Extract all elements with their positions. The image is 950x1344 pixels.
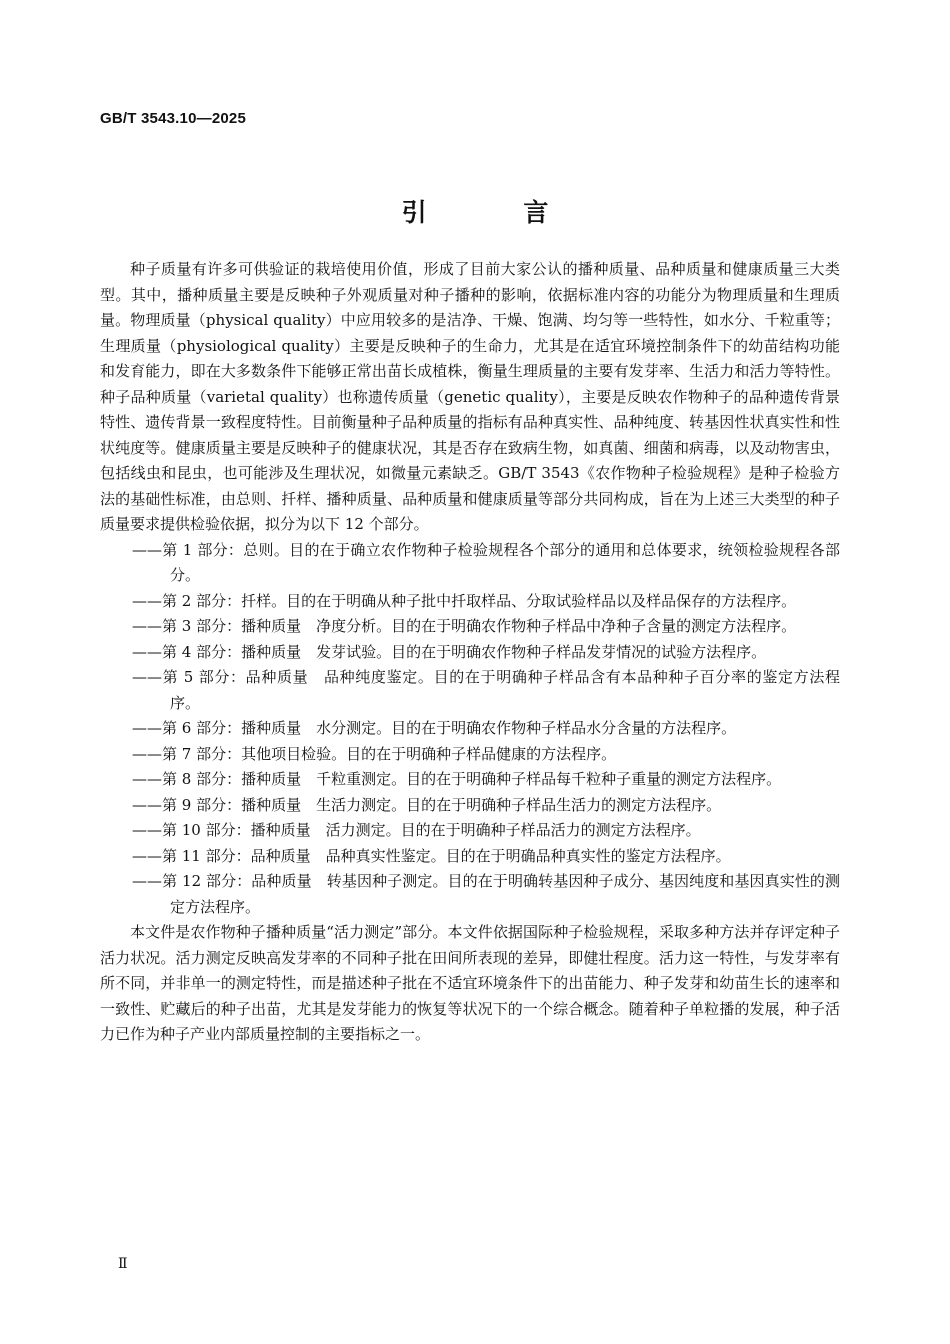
part-item-9: ——第 9 部分：播种质量 生活力测定。目的在于明确种子样品生活力的测定方法程序。	[132, 795, 722, 814]
parts-list	[100, 538, 840, 921]
standard-code: GB/T 3543.10—2025	[100, 110, 246, 127]
part-item-3: ——第 3 部分：播种质量 净度分析。目的在于明确农作物种子样品中净种子含量的测定方法程序。	[132, 617, 797, 635]
document-body	[100, 257, 840, 1048]
part-item-12: ——第 12 部分：品种质量 转基因种子测定。目的在于明确转基因种子成分、基因纯度和基因真实性的测定方法程序。	[132, 872, 840, 916]
part-item-6: ——第 6 部分：播种质量 水分测定。目的在于明确农作物种子样品水分含量的方法程序。	[132, 719, 737, 737]
closing-paragraph: 本文件是农作物种子播种质量“活力测定”部分。本文件依据国际种子检验规程，采取多种方法并存评定种子活力状况。活力测定反映高发芽率的不同种子批在田间所表现的差异，即健壮程度。活力这一特性，与发芽率有所不同，并非单一的测定特性，而是描述种子批在不适宜环境条件下的出苗能力、种子发芽和幼苗生长的速率和一致性、贮藏后的种子出苗，尤其是发芽能力的恢复等状况下的一个综合概念。随着种子单粒播的发展，种子活力已作为种子产业内部质量控制的主要指标之一。	[100, 923, 840, 1043]
page-number: Ⅱ	[118, 1256, 128, 1272]
part-item-10: ——第 10 部分：播种质量 活力测定。目的在于明确种子样品活力的测定方法程序。	[132, 821, 701, 839]
part-item-5: ——第 5 部分：品种质量 品种纯度鉴定。目的在于明确种子样品含有本品种种子百分率的鉴定方法程序。	[132, 668, 840, 712]
part-item-4: ——第 4 部分：播种质量 发芽试验。目的在于明确农作物种子样品发芽情况的试验方法程序。	[132, 642, 767, 661]
part-item-7: ——第 7 部分：其他项目检验。目的在于明确种子样品健康的方法程序。	[132, 744, 617, 763]
part-item-11: ——第 11 部分：品种质量 品种真实性鉴定。目的在于明确品种真实性的鉴定方法程序。	[132, 846, 731, 865]
intro-paragraph: 种子质量有许多可供验证的栽培使用价值，形成了目前大家公认的播种质量、品种质量和健康质量三大类型。其中，播种质量主要是反映种子外观质量对种子播种的影响，依据标准内容的功能分为物理质量和生理质量。物理质量（physical quality）中应用较多的是洁净、干燥、饱满、均匀等一些特性，如水分、千粒重等；生理质量（physiological quality）主要是反映种子的生命力，尤其是在适宜环境控制条件下的幼苗结构功能和发育能力，即在大多数条件下能够正常出苗长成植株，衡量生理质量的主要有发芽率、生活力和活力等特性。种子品种质量（varietal quality）也称遗传质量（genetic quality），主要是反映农作物种子的品种遗传背景特性、遗传背景一致程度特性。目前衡量种子品种质量的指标有品种真实性、品种纯度、转基因性状真实性和性状纯度等。健康质量主要是反映种子的健康状况，其是否存在致病生物，如真菌、细菌和病毒，以及动物害虫，包括线虫和昆虫，也可能涉及生理状况，如微量元素缺乏。GB/T 3543《农作物种子检验规程》是种子检验方法的基础性标准，由总则、扦样、播种质量、品种质量和健康质量等部分共同构成，旨在为上述三大类型的种子质量要求提供检验依据，拟分为以下 12 个部分。	[100, 260, 840, 533]
part-item-1: ——第 1 部分：总则。目的在于确立农作物种子检验规程各个部分的通用和总体要求，统领检验规程各部分。	[132, 540, 840, 584]
page-title: 引 言	[401, 198, 593, 227]
part-item-2: ——第 2 部分：扦样。目的在于明确从种子批中扦取样品、分取试验样品以及样品保存的方法程序。	[132, 591, 797, 610]
part-item-8: ——第 8 部分：播种质量 千粒重测定。目的在于明确种子样品每千粒种子重量的测定方法程序。	[132, 770, 782, 788]
